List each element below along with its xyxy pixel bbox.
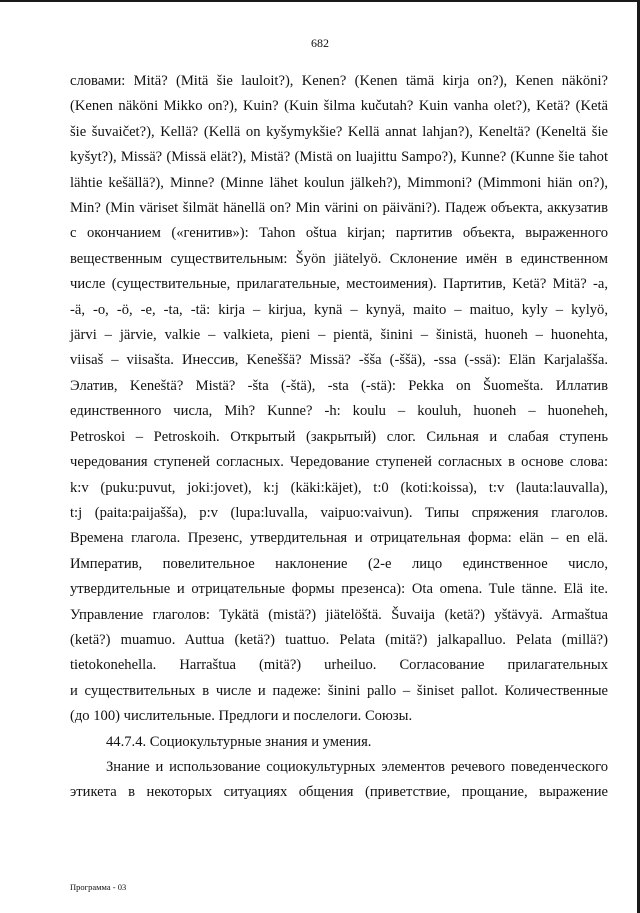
text-line: утвердительные и отрицательные формы презенса): Ota omena. Tule tänne. Elä ite.: [70, 581, 608, 598]
text-line: šie šuvaičet?), Kellä? (Kellä on kyšymykšie? Kellä annat lahjan?), Keneltä? (Keneltä šie: [70, 123, 608, 140]
text-line: Императив, повелительное наклонение (2-е лицо единственное число,: [70, 555, 608, 572]
page-top-border: [0, 0, 640, 2]
text-line: единственного числа, Mih? Kunne? -h: koulu – kouluh, huoneh – huoneheh,: [70, 403, 608, 420]
text-line: Элатив, Keneštä? Mistä? -šta (-štä), -sta (-stä): Pekka on Šuomešta. Иллатив: [70, 377, 608, 394]
text-line: Управление глаголов: Tykätä (mistä?) jiätelöštä. Šuvaija (ketä?) yštävyä. Armaštua: [70, 606, 608, 623]
text-line: числе (существительные, прилагательные, местоимения). Партитив, Ketä? Mitä? -a,: [70, 276, 608, 293]
text-line: Petroskoi – Petroskoih. Открытый (закрытый) слог. Сильная и слабая ступень: [70, 428, 608, 445]
text-line: этикета в некоторых ситуациях общения (приветствие, прощание, выражение: [70, 784, 608, 801]
text-line: с окончанием («генитив»): Tahon oštua kirjan; партитив объекта, выраженного: [70, 225, 608, 242]
text-line: t:j (paita:paijašša), p:v (lupa:luvalla, vaipuo:vaivun). Типы спряжения глаголов.: [70, 504, 608, 521]
text-line: viisaš – viisašta. Инессив, Keneššä? Missä? -šša (-ššä), -ssa (-ssä): Elän Karjalašša.: [70, 352, 608, 369]
text-line: Min? (Min väriset šilmät hänellä on? Min värini on päiväni?). Падеж объекта, аккузатив: [70, 200, 608, 217]
text-line: (до 100) числительные. Предлоги и послелоги. Союзы.: [70, 708, 413, 725]
text-line: чередования ступеней согласных. Чередование ступеней согласных в основе слова:: [70, 454, 608, 471]
text-line: и существительных в числе и падеже: šinini pallo – šiniset pallot. Количественные: [70, 682, 608, 699]
text-line: вещественным существительным: Šyön jiätelyö. Склонение имён в единственном: [70, 250, 608, 267]
text-line: k:v (puku:puvut, joki:jovet), k:j (käki:käjet), t:0 (koti:koissa), t:v (lauta:lauvalla),: [70, 479, 608, 496]
document-body: [70, 69, 608, 806]
section-heading: 44.7.4. Социокультурные знания и умения.: [106, 733, 372, 750]
text-line: kyšyt?), Missä? (Missä elät?), Mistä? (Mistä on luajittu Sampo?), Kunne? (Kunne šie tahot: [70, 149, 608, 166]
footer-label: Программа - 03: [70, 882, 127, 892]
page-number: 682: [311, 36, 329, 50]
text-line: (Kenen näköni Mikko on?), Kuin? (Kuin šilma kučutah? Kuin vanha olet?), Ketä? (Ketä: [70, 98, 608, 115]
text-line: Знание и использование социокультурных элементов речевого поведенческого: [106, 758, 608, 775]
text-line: tietokonehella. Harraštua (mitä?) urheiluo. Согласование прилагательных: [70, 657, 608, 674]
text-line: lähtie kešällä?), Minne? (Minne lähet koulun jälkeh?), Mimmoni? (Mimmoni hiän on?),: [70, 174, 608, 191]
text-line: Времена глагола. Презенс, утвердительная и отрицательная форма: elän – en elä.: [70, 530, 608, 547]
text-line: (ketä?) muamuo. Auttua (ketä?) tuattuo. Pelata (mitä?) jalkapalluo. Pelata (millä?): [70, 631, 608, 648]
text-line: словами: Mitä? (Mitä šie lauloit?), Kenen? (Kenen tämä kirja on?), Kenen näköni?: [70, 73, 608, 89]
text-line: järvi – järvie, valkie – valkieta, pieni – pientä, šinini – šinistä, huoneh – huonehta,: [70, 327, 608, 344]
text-line: -ä, -o, -ö, -e, -ta, -tä: kirja – kirjua, kynä – kynyä, maito – maituo, kyly – kylyö,: [70, 301, 608, 318]
